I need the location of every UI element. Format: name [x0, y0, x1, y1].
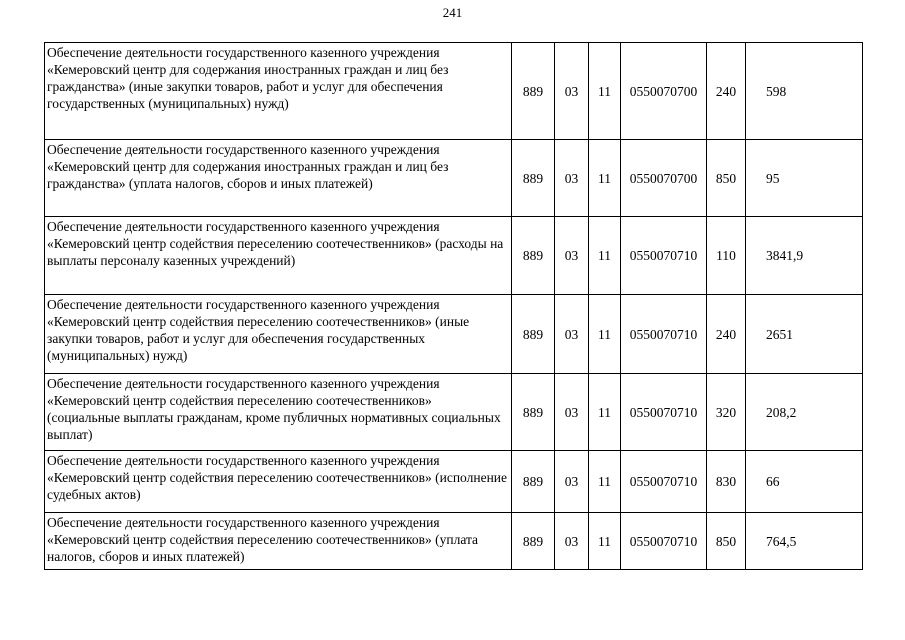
row-amount: 66	[746, 451, 863, 513]
row-section-code: 03	[555, 451, 589, 513]
row-target-article-code: 0550070710	[621, 513, 707, 570]
row-section-code: 03	[555, 513, 589, 570]
row-amount: 3841,9	[746, 217, 863, 295]
row-grbs-code: 889	[512, 295, 555, 374]
row-section-code: 03	[555, 295, 589, 374]
row-grbs-code: 889	[512, 140, 555, 217]
row-grbs-code: 889	[512, 513, 555, 570]
row-amount: 208,2	[746, 374, 863, 451]
row-grbs-code: 889	[512, 43, 555, 140]
row-expense-type-code: 830	[707, 451, 746, 513]
table-row	[45, 513, 863, 570]
row-subsection-code: 11	[589, 374, 621, 451]
table-row	[45, 217, 863, 295]
row-subsection-code: 11	[589, 140, 621, 217]
row-description: Обеспечение деятельности государственного казенного учреждения «Кемеровский центр содействия переселению соотечественников» (исполнение судебных актов)	[45, 451, 512, 513]
row-grbs-code: 889	[512, 217, 555, 295]
row-description: Обеспечение деятельности государственного казенного учреждения «Кемеровский центр содействия переселению соотечественников» (уплата налогов, сборов и иных платежей)	[45, 513, 512, 570]
row-target-article-code: 0550070710	[621, 295, 707, 374]
row-subsection-code: 11	[589, 513, 621, 570]
row-amount: 598	[746, 43, 863, 140]
row-description: Обеспечение деятельности государственного казенного учреждения «Кемеровский центр содействия переселению соотечественников» (иные закупки товаров, работ и услуг для обеспечения государственных (муниципальных) нужд)	[45, 295, 512, 374]
row-expense-type-code: 240	[707, 295, 746, 374]
row-subsection-code: 11	[589, 43, 621, 140]
row-target-article-code: 0550070710	[621, 374, 707, 451]
row-amount: 764,5	[746, 513, 863, 570]
row-expense-type-code: 240	[707, 43, 746, 140]
row-description: Обеспечение деятельности государственного казенного учреждения «Кемеровский центр содействия переселению соотечественников» (расходы на выплаты персоналу казенных учреждений)	[45, 217, 512, 295]
page-number: 241	[442, 5, 463, 20]
row-grbs-code: 889	[512, 374, 555, 451]
row-target-article-code: 0550070710	[621, 217, 707, 295]
row-section-code: 03	[555, 43, 589, 140]
table-row	[45, 451, 863, 513]
row-target-article-code: 0550070700	[621, 43, 707, 140]
row-target-article-code: 0550070700	[621, 140, 707, 217]
row-subsection-code: 11	[589, 217, 621, 295]
row-section-code: 03	[555, 140, 589, 217]
budget-table	[44, 42, 863, 570]
row-grbs-code: 889	[512, 451, 555, 513]
row-subsection-code: 11	[589, 451, 621, 513]
row-expense-type-code: 110	[707, 217, 746, 295]
row-expense-type-code: 850	[707, 513, 746, 570]
row-description: Обеспечение деятельности государственного казенного учреждения «Кемеровский центр для содержания иностранных граждан и лиц без гражданства» (уплата налогов, сборов и иных платежей)	[45, 140, 512, 217]
row-description: Обеспечение деятельности государственного казенного учреждения «Кемеровский центр содействия переселению соотечественников» (социальные выплаты гражданам, кроме публичных нормативных социальных выплат)	[45, 374, 512, 451]
row-subsection-code: 11	[589, 295, 621, 374]
table-row	[45, 140, 863, 217]
row-expense-type-code: 850	[707, 140, 746, 217]
row-expense-type-code: 320	[707, 374, 746, 451]
row-amount: 95	[746, 140, 863, 217]
row-section-code: 03	[555, 374, 589, 451]
table-row	[45, 43, 863, 140]
table-row	[45, 374, 863, 451]
row-description: Обеспечение деятельности государственного казенного учреждения «Кемеровский центр для содержания иностранных граждан и лиц без гражданства» (иные закупки товаров, работ и услуг для обеспечения государственных (муниципальных) нужд)	[45, 43, 512, 140]
row-target-article-code: 0550070710	[621, 451, 707, 513]
table-row	[45, 295, 863, 374]
row-amount: 2651	[746, 295, 863, 374]
row-section-code: 03	[555, 217, 589, 295]
